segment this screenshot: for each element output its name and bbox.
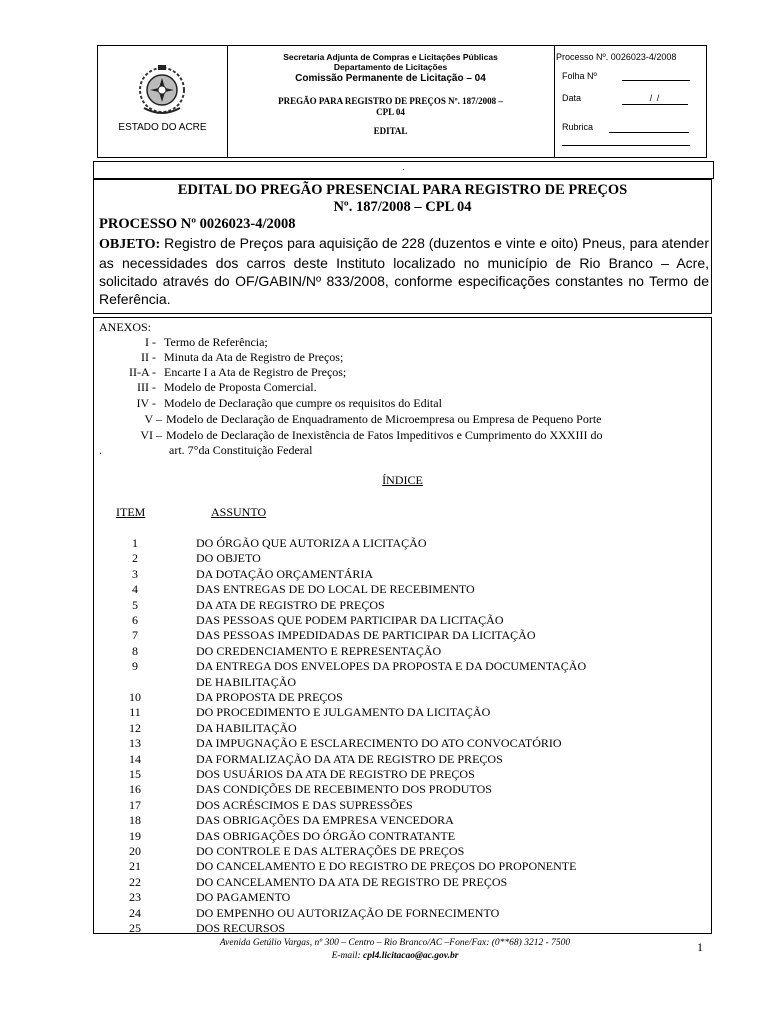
data-label: Data (562, 93, 582, 103)
folha-label: Folha Nº (562, 71, 597, 81)
anexo-text: Termo de Referência; (164, 335, 268, 349)
indice-item-number: 8 (132, 643, 138, 658)
objeto-paragraph (99, 234, 709, 308)
footer-address: Avenida Getúlio Vargas, nº 300 – Centro – Rio Branco/AC –Fone/Fax: (0**68) 3212 - 7500 (219, 938, 571, 948)
anexo-continuation: art. 7°da Constituição Federal (169, 443, 313, 457)
indice-item-number: 3 (132, 566, 138, 581)
indice-item-number: 24 (129, 905, 141, 920)
rubrica-label: Rubrica (562, 122, 594, 132)
objeto-label: OBJETO: (99, 237, 161, 252)
indice-item-number: 16 (129, 782, 141, 797)
indice-item-number: 6 (132, 613, 138, 627)
header-secretaria (227, 52, 554, 72)
header-logo-cell (98, 46, 228, 157)
indice-item-number: 4 (132, 582, 138, 597)
header-comissao: Comissão Permanente de Licitação – 04 (295, 73, 486, 84)
indice-item-subject: DO ÓRGÃO QUE AUTORIZA A LICITAÇÃO (196, 536, 427, 550)
processo-number: PROCESSO Nº 0026023-4/2008 (99, 216, 296, 232)
indice-item-subject: DOS ACRÉSCIMOS E DAS SUPRESSÕES (196, 797, 413, 812)
anexos-indice-box (93, 317, 712, 934)
separator-bar: . (93, 161, 714, 179)
indice-item-subject: DO CANCELAMENTO DA ATA DE REGISTRO DE PREÇOS (196, 874, 508, 889)
indice-item-subject: DAS PESSOAS QUE PODEM PARTICIPAR DA LICITAÇÃO (196, 613, 504, 627)
header-pregao (227, 96, 554, 118)
indice-item-number: 13 (129, 736, 141, 751)
indice-item-number: 18 (129, 813, 141, 828)
header-processo: Processo Nº. 0026023-4/2008 (556, 52, 677, 62)
indice-item-subject: DAS OBRIGAÇÕES DA EMPRESA VENCEDORA (196, 813, 454, 828)
data-field: / / (622, 93, 688, 105)
header-line-2: Departamento de Licitações (333, 62, 448, 72)
edital-title-line-2: Nº. 187/2008 – CPL 04 (333, 199, 472, 215)
header-edital: EDITAL (373, 126, 408, 136)
anexo-num: IV - (136, 396, 156, 410)
footer-email-label: E-mail: (331, 951, 361, 961)
anexo-text: Modelo de Proposta Comercial. (164, 380, 317, 394)
indice-item-number: 23 (129, 890, 141, 905)
state-coat-of-arms-icon (136, 64, 188, 118)
indice-item-subject: DO CREDENCIAMENTO E REPRESENTAÇÃO (196, 643, 442, 658)
header-pregao-line-2: CPL 04 (376, 107, 405, 117)
indice-item-number: 25 (129, 921, 141, 935)
state-name: ESTADO DO ACRE (118, 122, 207, 133)
header-control-cell (554, 46, 706, 157)
indice-item-number: 21 (129, 859, 141, 874)
anexo-text: Modelo de Declaração de Inexistência de Fatos Impeditivos e Cumprimento do XXXIII do (166, 428, 603, 442)
anexo-text: Modelo de Declaração de Enquadramento de Microempresa ou Empresa de Pequeno Porte (166, 412, 602, 426)
anexo-num: V – (144, 412, 162, 426)
indice-item-number: 17 (129, 797, 141, 812)
header-line-1: Secretaria Adjunta de Compras e Licitações Públicas (283, 52, 498, 62)
footer-email: cpl4.licitacao@ac.gov.br (363, 951, 459, 961)
indice-item-subject: DA DOTAÇÃO ORÇAMENTÁRIA (196, 566, 374, 581)
indice-item-number: 7 (132, 628, 138, 643)
indice-col-item: ITEM (116, 505, 146, 519)
indice-item-subject: DAS PESSOAS IMPEDIDADAS DE PARTICIPAR DA LICITAÇÃO (196, 628, 536, 643)
anexo-dot: . (99, 443, 102, 457)
anexos-label: ANEXOS: (99, 320, 152, 334)
indice-item-number: 12 (129, 720, 141, 735)
indice-item-subject: DA HABILITAÇÃO (196, 720, 297, 735)
indice-item-subject: DAS OBRIGAÇÕES DO ÓRGÃO CONTRATANTE (196, 828, 456, 843)
indice-item-subject: DA PROPOSTA DE PREÇOS (196, 690, 343, 704)
indice-title: ÍNDICE (382, 473, 423, 487)
edital-title (94, 182, 711, 216)
footer-email-line (100, 951, 690, 961)
indice-item-number: 5 (132, 597, 138, 612)
indice-item-subject: DO OBJETO (196, 551, 261, 566)
indice-item-subject: DA ENTREGA DOS ENVELOPES DA PROPOSTA E DA DOCUMENTAÇÃO (196, 659, 587, 674)
indice-item-number: 14 (129, 751, 141, 766)
indice-item-number: 9 (132, 659, 138, 674)
indice-item-subject: DO CONTROLE E DAS ALTERAÇÕES DE PREÇOS (196, 844, 465, 858)
indice-item-subject: DA ATA DE REGISTRO DE PREÇOS (196, 597, 385, 612)
anexo-text: Encarte I a Ata de Registro de Preços; (164, 365, 347, 379)
indice-item-number: 15 (129, 767, 141, 781)
indice-item-number: 20 (129, 844, 141, 858)
indice-item-number: 1 (132, 536, 138, 550)
indice-item-subject: DOS RECURSOS (196, 921, 286, 935)
edital-title-line-1: EDITAL DO PREGÃO PRESENCIAL PARA REGISTRO DE PREÇOS (177, 182, 628, 198)
indice-item-subject: DOS USUÁRIOS DA ATA DE REGISTRO DE PREÇOS (196, 767, 475, 781)
indice-item-subject: DO PAGAMENTO (196, 890, 291, 905)
anexo-num: I - (145, 335, 156, 349)
indice-item-subject: DA IMPUGNAÇÃO E ESCLARECIMENTO DO ATO CONVOCATÓRIO (196, 736, 562, 751)
folha-line (622, 80, 690, 81)
indice-item-subject: DO PROCEDIMENTO E JULGAMENTO DA LICITAÇÃO (196, 705, 491, 720)
indice-col-assunto: ASSUNTO (211, 505, 267, 519)
indice-item-subject: DAS ENTREGAS DE DO LOCAL DE RECEBIMENTO (196, 582, 475, 597)
anexo-text: Minuta da Ata de Registro de Preços; (164, 350, 344, 364)
indice-item-subject: DO CANCELAMENTO E DO REGISTRO DE PREÇOS DO PROPONENTE (196, 859, 577, 874)
anexo-text: Modelo de Declaração que cumpre os requisitos do Edital (164, 396, 442, 410)
indice-item-subject: DAS CONDIÇÕES DE RECEBIMENTO DOS PRODUTOS (196, 782, 492, 797)
indice-item-subject: DE HABILITAÇÃO (196, 674, 297, 689)
indice-item-number: 2 (132, 551, 138, 566)
document-header (97, 45, 707, 158)
indice-item-number: 11 (129, 705, 141, 720)
indice-item-subject: DO EMPENHO OU AUTORIZAÇÃO DE FORNECIMENTO (196, 905, 500, 920)
anexo-num: II-A - (129, 365, 156, 379)
rubrica-line-2 (562, 145, 690, 146)
anexo-num: III - (137, 380, 156, 394)
indice-item-number: 10 (129, 690, 141, 704)
anexo-num: VI – (140, 428, 162, 442)
edital-title-box (93, 179, 712, 314)
header-pregao-line-1: PREGÃO PARA REGISTRO DE PREÇOS Nº. 187/2008 – (278, 96, 503, 106)
page-number: 1 (697, 940, 703, 954)
header-title-cell (227, 46, 555, 157)
objeto-text: Registro de Preços para aquisição de 228 (duzentos e vinte e oito) Pneus, para atender as necessidades dos carros deste Instituto localizado no município de Rio Branco – Acre, solicitado através do OF/GABIN/Nº 833/2008, conforme especificações constantes no Termo de Referência. (99, 235, 709, 307)
indice-item-number: 19 (129, 828, 141, 843)
indice-item-subject: DA FORMALIZAÇÃO DA ATA DE REGISTRO DE PREÇOS (196, 751, 503, 766)
anexo-num: II - (141, 350, 156, 364)
indice-item-number: 22 (129, 874, 141, 889)
rubrica-line (609, 132, 689, 133)
